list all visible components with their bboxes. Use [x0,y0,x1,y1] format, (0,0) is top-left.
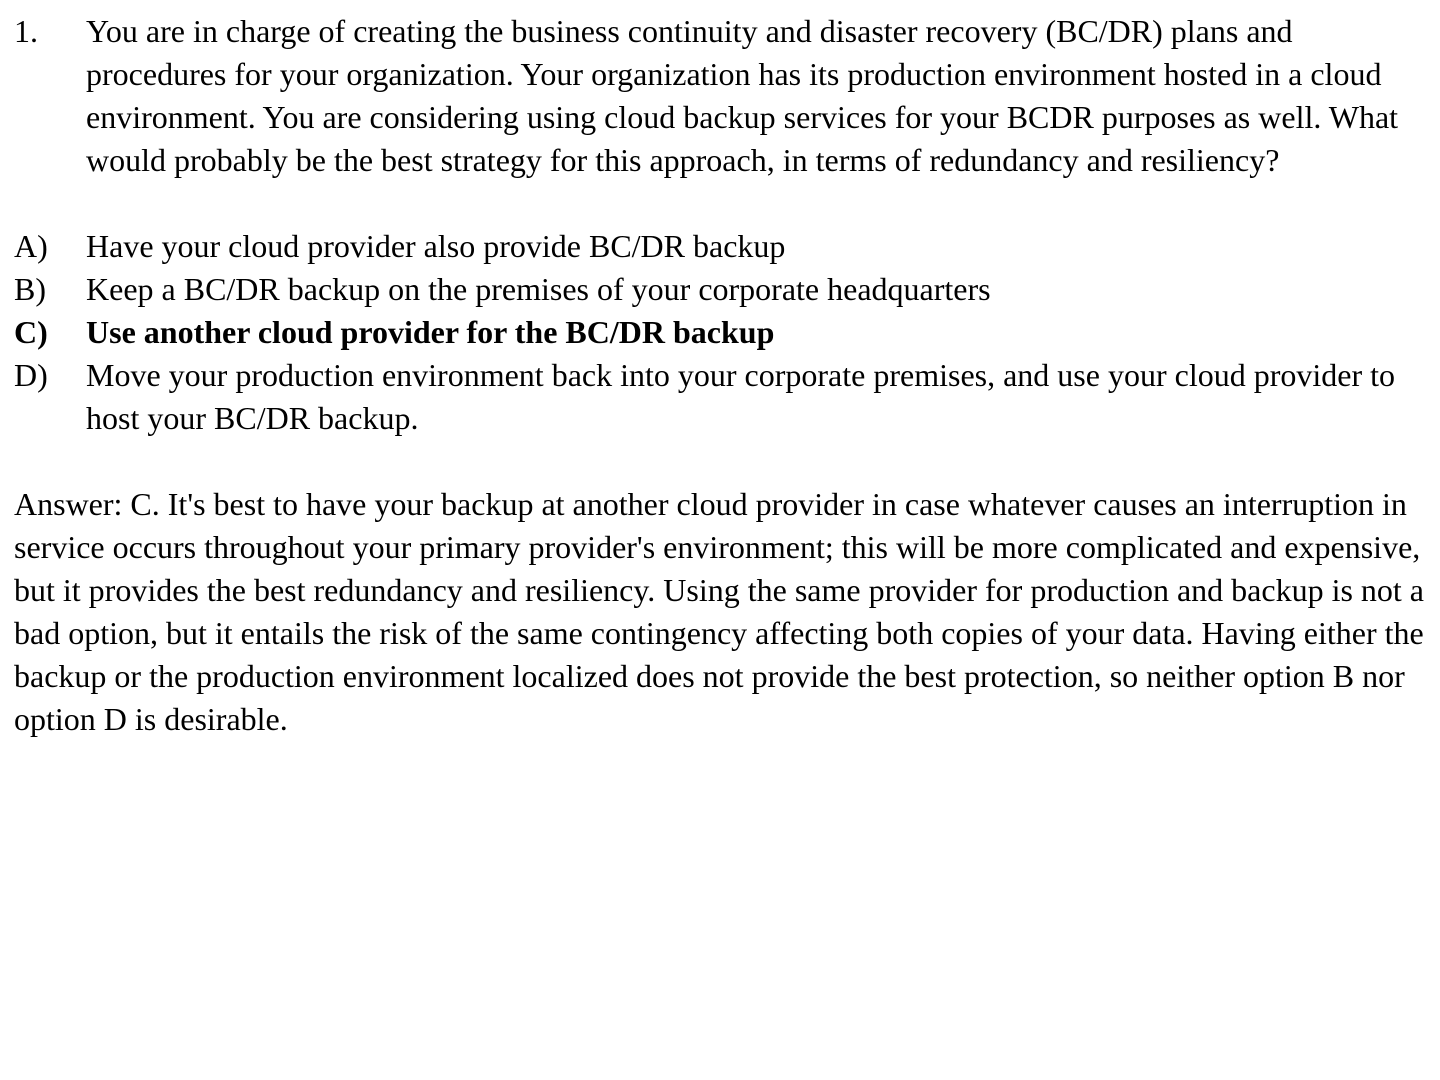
option-letter: A) [14,228,48,264]
option-text: Move your production environment back into your corporate premises, and use your cloud provider to host your BC/DR backup. [86,357,1395,436]
question-number: 1. [14,13,38,49]
option-text: Have your cloud provider also provide BC/DR backup [86,228,786,264]
option-text: Keep a BC/DR backup on the premises of your corporate headquarters [86,271,991,307]
question-text: You are in charge of creating the business continuity and disaster recovery (BC/DR) plans and procedures for your organization. Your organization has its production environment hosted in a cloud environment. You are considering using cloud backup services for your BCDR purposes as well. What would probably be the best strategy for this approach, in terms of redundancy and resiliency? [86,13,1399,178]
option-c-correct [14,311,1440,354]
option-letter: C) [14,314,48,350]
answer-explanation: Answer: C. It's best to have your backup at another cloud provider in case whatever causes an interruption in service occurs throughout your primary provider's environment; this will be more complicated and expensive, but it provides the best redundancy and resiliency. Using the same provider for production and backup is not a bad option, but it entails the risk of the same contingency affecting both copies of your data. Having either the backup or the production environment localized does not provide the best protection, so neither option B nor option D is desirable. [14,486,1424,737]
question [14,10,1440,182]
option-d [14,354,1440,440]
option-letter: D) [14,357,48,393]
answer-options [14,225,1440,440]
option-letter: B) [14,271,46,307]
option-a [14,225,1440,268]
option-b [14,268,1440,311]
option-text: Use another cloud provider for the BC/DR backup [86,314,775,350]
